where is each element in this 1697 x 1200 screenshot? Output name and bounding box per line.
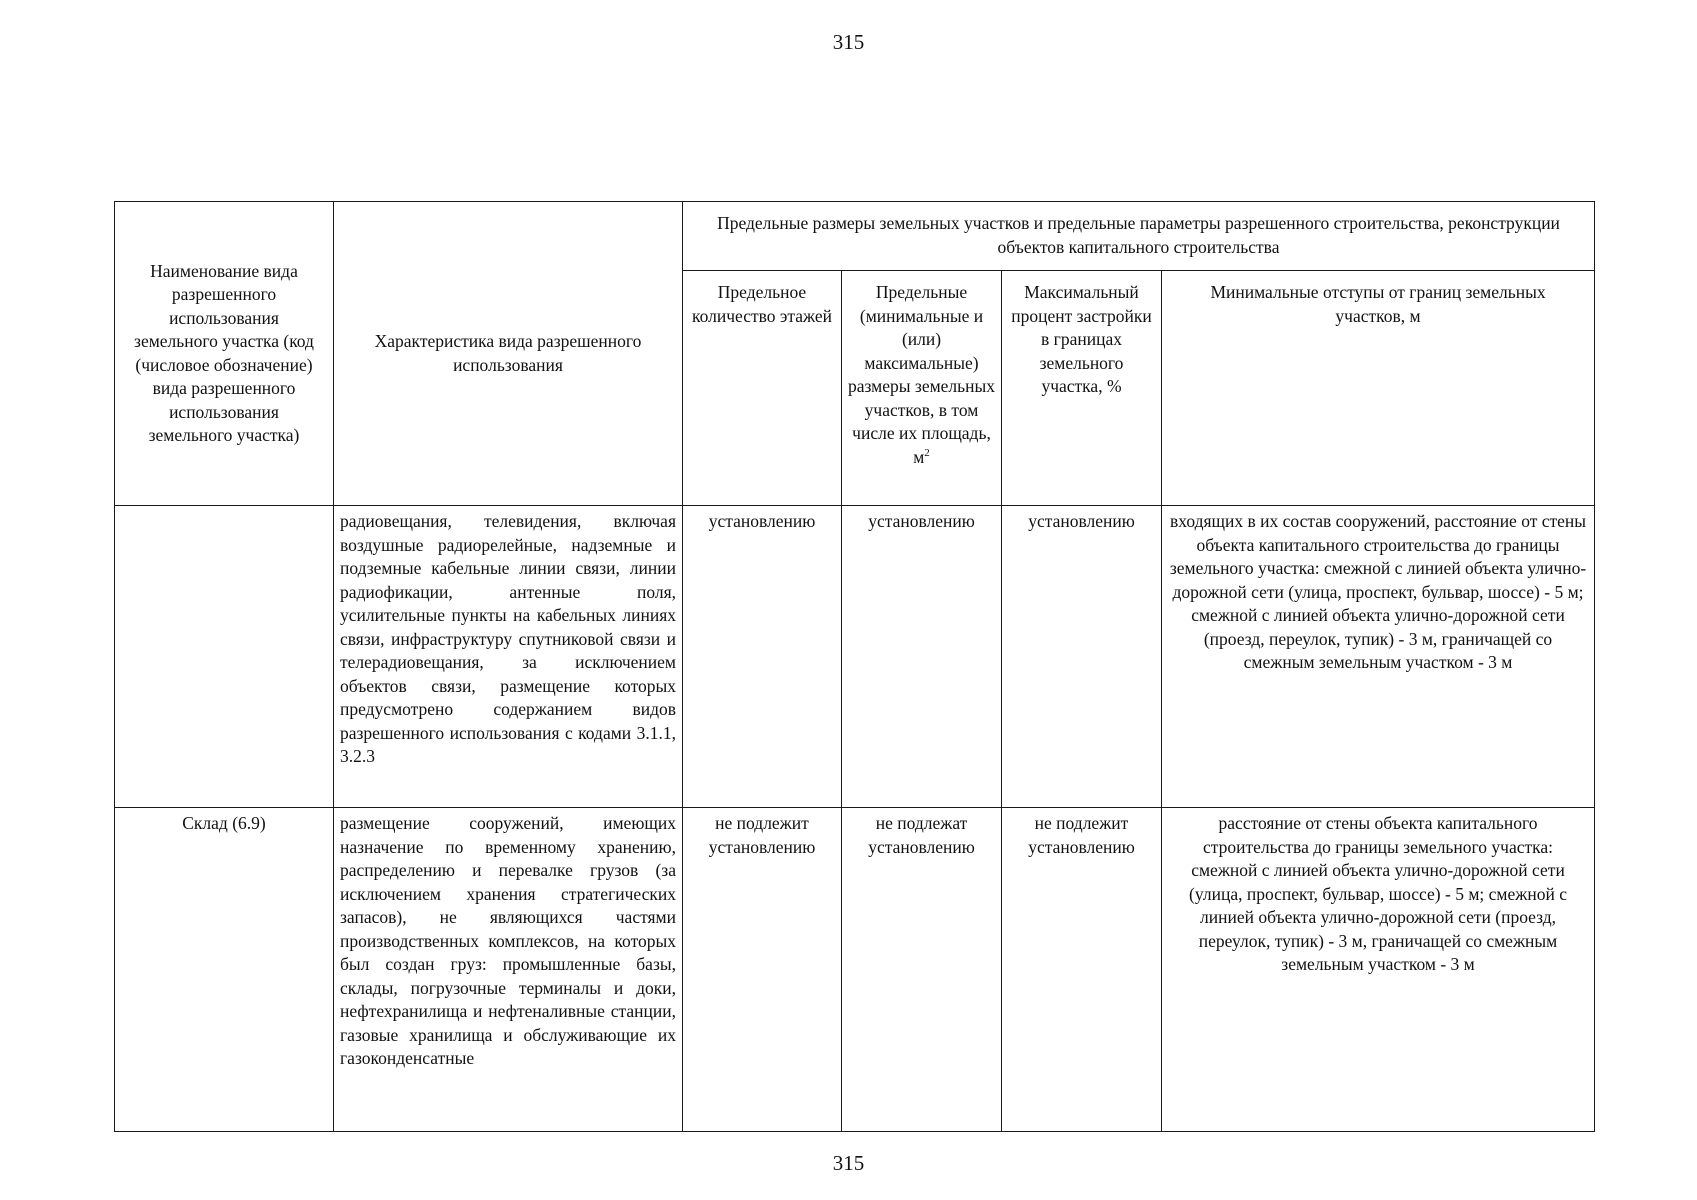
header-build-percent: Максимальный процент застройки в границах земельного участка, % — [1002, 271, 1162, 506]
cell-setbacks: входящих в их состав сооружений, расстояние от стены объекта капитального строительства до границы земельного участка: смежной с линией объекта улично-дорожной сети (улица, проспект, бульвар, шоссе) - 5 м; смежной с линией объекта улично-дорожной сети (проезд, переулок, тупик) - 3 м, граничащей со смежным земельным участком - 3 м — [1162, 506, 1595, 808]
table-row — [115, 506, 1595, 808]
cell-floors: не подлежит установлению — [683, 808, 842, 1132]
cell-floors: установлению — [683, 506, 842, 808]
cell-build-percent: не подлежит установлению — [1002, 808, 1162, 1132]
cell-build-percent: установлению — [1002, 506, 1162, 808]
header-limits-group: Предельные размеры земельных участков и предельные параметры разрешенного строительства, реконструкции объектов капитального строительства — [683, 202, 1595, 271]
header-usage-description: Характеристика вида разрешенного использования — [334, 202, 683, 506]
page-number-top: 315 — [832, 30, 865, 54]
land-use-table — [114, 201, 1595, 1132]
header-usage-name: Наименование вида разрешенного использования земельного участка (код (числовое обозначение) вида разрешенного использования земельного участка) — [115, 202, 334, 506]
header-plot-sizes-text: Предельные (минимальные и (или) максимальные) размеры земельных участков, в том числе их площадь, м — [848, 282, 996, 467]
header-plot-sizes-sup: 2 — [924, 446, 930, 459]
cell-usage-name — [115, 506, 334, 808]
page-number-bottom: 315 — [832, 1151, 865, 1175]
header-setbacks: Минимальные отступы от границ земельных участков, м — [1162, 271, 1595, 506]
cell-plot-sizes: установлению — [842, 506, 1002, 808]
header-floors: Предельное количество этажей — [683, 271, 842, 506]
cell-plot-sizes: не подлежат установлению — [842, 808, 1002, 1132]
cell-usage-name: Склад (6.9) — [115, 808, 334, 1132]
table-header-row-1 — [115, 202, 1595, 271]
table-row — [115, 808, 1595, 1132]
cell-description: размещение сооружений, имеющих назначение по временному хранению, распределению и перевалке грузов (за исключением хранения стратегических запасов), не являющихся частями производственных комплексов, на которых был создан груз: промышленные базы, склады, погрузочные терминалы и доки, нефтехранилища и нефтеналивные станции, газовые хранилища и обслуживающие их газоконденсатные — [334, 808, 683, 1132]
cell-description: радиовещания, телевидения, включая воздушные радиорелейные, надземные и подземные кабельные линии связи, линии радиофикации, антенные поля, усилительные пункты на кабельных линиях связи, инфраструктуру спутниковой связи и телерадиовещания, за исключением объектов связи, размещение которых предусмотрено содержанием видов разрешенного использования с кодами 3.1.1, 3.2.3 — [334, 506, 683, 808]
header-plot-sizes — [842, 271, 1002, 506]
cell-setbacks: расстояние от стены объекта капитального строительства до границы земельного участка: смежной с линией объекта улично-дорожной сети (улица, проспект, бульвар, шоссе) - 5 м; смежной с линией объекта улично-дорожной сети (проезд, переулок, тупик) - 3 м, граничащей со смежным земельным участком - 3 м — [1162, 808, 1595, 1132]
